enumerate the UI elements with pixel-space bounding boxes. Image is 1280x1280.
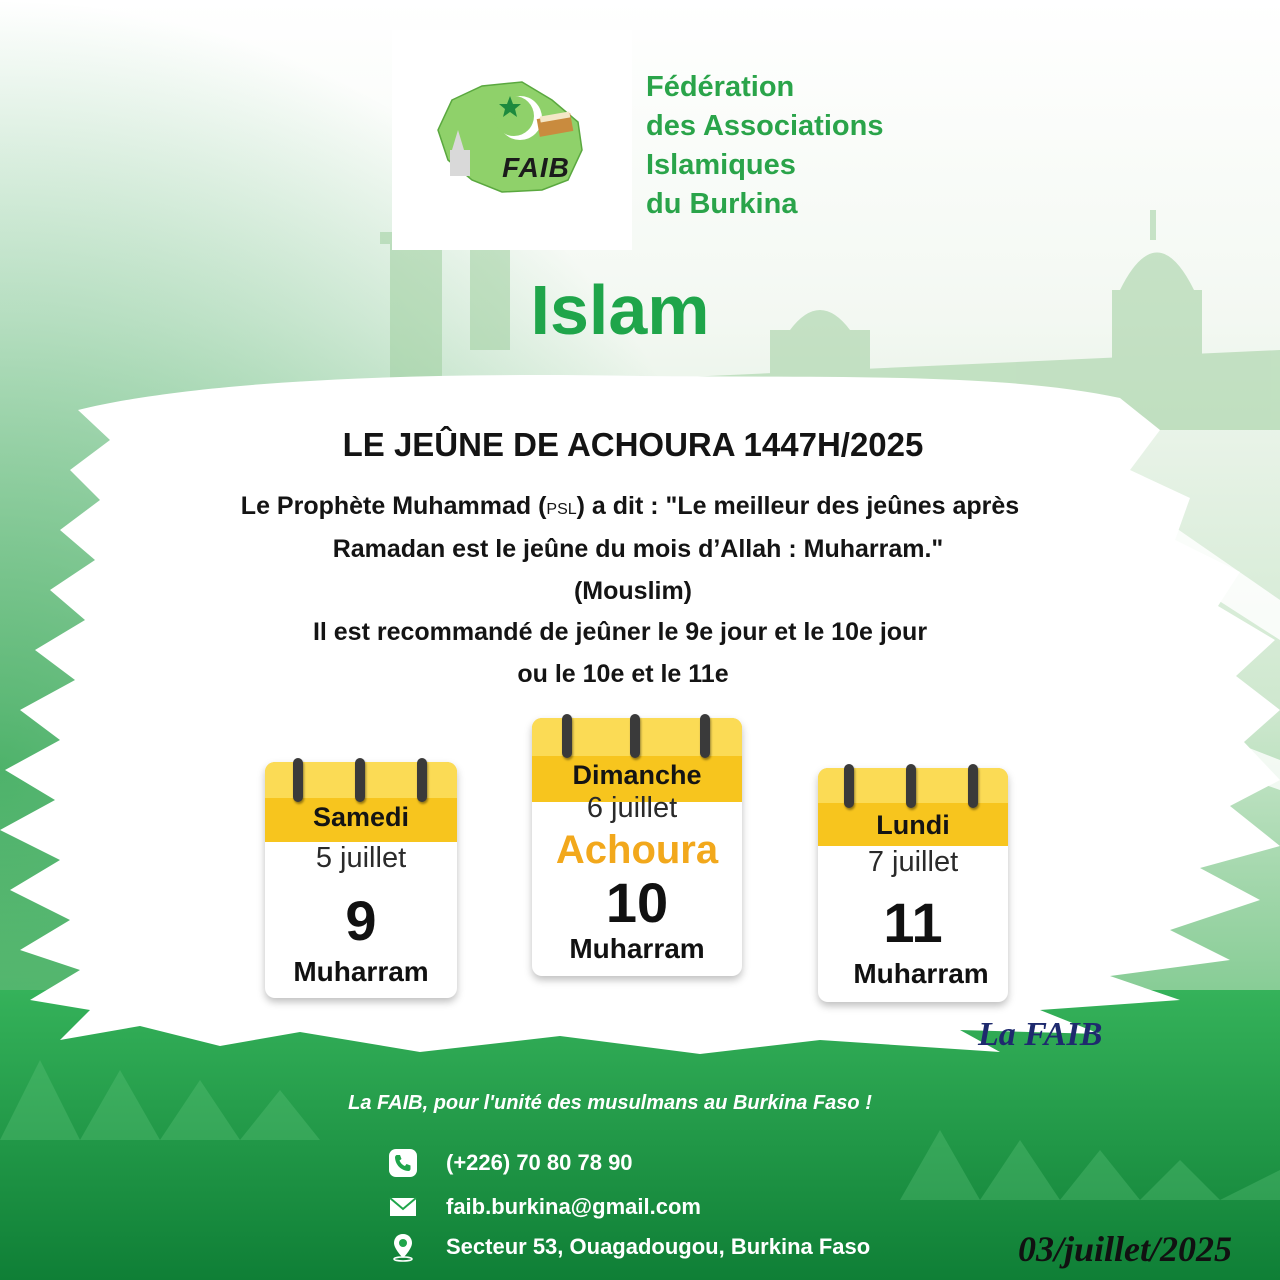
- calendar-day-name: Samedi: [312, 802, 410, 832]
- recommend-line-1: Il est recommandé de jeûner le 9e jour et le 10e jour: [312, 618, 928, 646]
- calendar-day-number: 9: [345, 889, 377, 952]
- calendar-day-number: 11: [883, 891, 943, 954]
- calendar-date: 5 juillet: [315, 842, 407, 874]
- phone-icon: [388, 1148, 418, 1178]
- binder-ring: [562, 714, 572, 758]
- calendar-month: Muharram: [853, 958, 989, 989]
- org-name-line-4: du Burkina: [646, 188, 798, 220]
- quote-line-1-start: Le Prophète Muhammad (: [240, 492, 547, 520]
- recommend-line-2: ou le 10e et le 11e: [517, 660, 729, 688]
- org-name-line-3: Islamiques: [646, 149, 796, 181]
- post-date: 03/juillet/2025: [1018, 1229, 1233, 1269]
- org-name-line-1: Fédération: [646, 71, 795, 103]
- logo-acronym: FAIB: [502, 152, 570, 183]
- headline: Islam: [530, 271, 710, 349]
- logo-emblem: [392, 30, 632, 250]
- calendar-card-day-10: [532, 718, 742, 976]
- binder-ring: [968, 764, 978, 808]
- binder-ring: [906, 764, 916, 808]
- binder-ring: [700, 714, 710, 758]
- phone-number[interactable]: (+226) 70 80 78 90: [446, 1150, 633, 1175]
- calendar-card-day-9: [265, 762, 457, 998]
- calendar-month: Muharram: [569, 933, 705, 964]
- calendar-date: 7 juillet: [867, 846, 959, 878]
- org-name-line-2: des Associations: [646, 110, 884, 142]
- calendar-card-day-11: [818, 768, 1008, 1002]
- calendar-day-number: 10: [605, 871, 669, 934]
- envelope-icon: [388, 1192, 418, 1222]
- signature: La FAIB: [978, 1016, 1103, 1053]
- binder-ring: [630, 714, 640, 758]
- quote-line-1-end: ) a dit : "Le meilleur des jeûnes après: [576, 492, 1020, 520]
- calendar-day-name: Dimanche: [572, 760, 702, 790]
- calendar-date: 6 juillet: [586, 792, 678, 824]
- calendar-day-name: Lundi: [876, 810, 950, 840]
- psl-abbrev: PSL: [546, 501, 577, 518]
- calendar-month: Muharram: [293, 956, 429, 987]
- slogan: La FAIB, pour l'unité des musulmans au Burkina Faso !: [348, 1092, 872, 1114]
- email-address[interactable]: faib.burkina@gmail.com: [446, 1194, 701, 1219]
- quote-source: (Mouslim): [573, 577, 693, 605]
- faib-logo: [392, 30, 632, 250]
- location-pin-icon: [388, 1232, 418, 1262]
- street-address: Secteur 53, Ouagadougou, Burkina Faso: [446, 1234, 871, 1259]
- binder-ring: [355, 758, 365, 802]
- binder-ring: [293, 758, 303, 802]
- achoura-label: Achoura: [555, 828, 719, 872]
- binder-ring: [844, 764, 854, 808]
- binder-ring: [417, 758, 427, 802]
- quote-line-2: Ramadan est le jeûne du mois d’Allah : Muharram.": [332, 535, 944, 563]
- organization-name: [646, 68, 883, 224]
- notice-title: LE JEÛNE DE ACHOURA 1447H/2025: [342, 426, 924, 463]
- quote-line-1: [0, 492, 1260, 521]
